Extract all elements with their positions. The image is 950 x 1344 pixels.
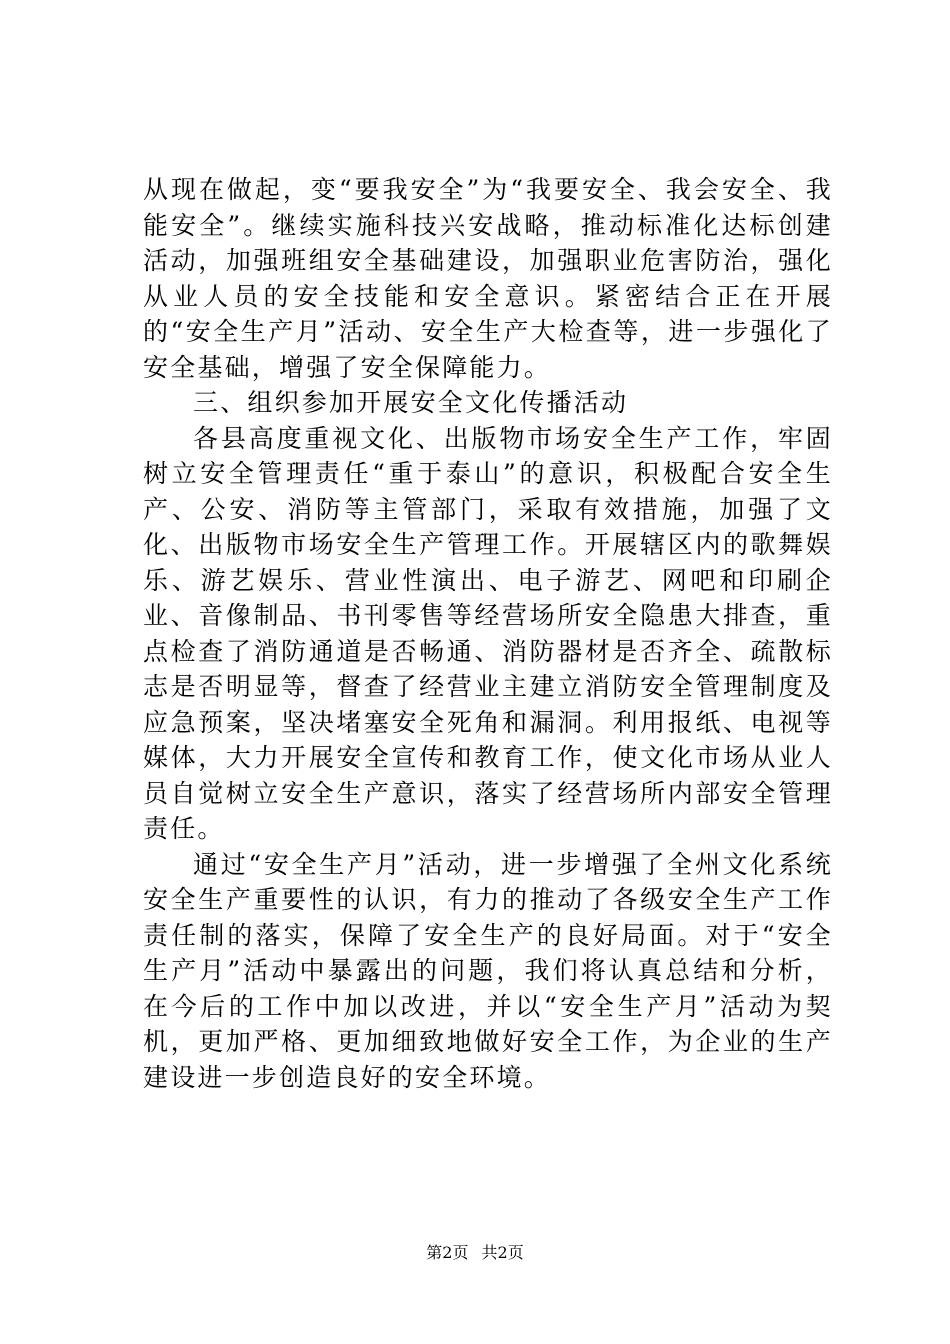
document-body xyxy=(143,172,833,1095)
section-heading: 三、组织参加开展安全文化传播活动 xyxy=(193,388,629,417)
page-total: 共2页 xyxy=(481,1243,524,1262)
page-number: 第2页 xyxy=(426,1243,469,1262)
paragraph-continued: 从现在做起，变“要我安全”为“我要安全、我会安全、我能安全”。继续实施科技兴安战略，推动标准化达标创建活动，加强班组安全基础建设，加强职业危害防治，强化从业人员的安全技能和安全意识。紧密结合正在开展的“安全生产月”活动、安全生产大检查等，进一步强化了安全基础，增强了安全保障能力。 xyxy=(143,175,833,382)
page-footer xyxy=(0,1243,950,1263)
paragraph: 各县高度重视文化、出版物市场安全生产工作，牢固树立安全管理责任“重于泰山”的意识，积极配合安全生产、公安、消防等主管部门，采取有效措施，加强了文化、出版物市场安全生产管理工作。开展辖区内的歌舞娱乐、游艺娱乐、营业性演出、电子游艺、网吧和印刷企业、音像制品、书刊零售等经营场所安全隐患大排查，重点检查了消防通道是否畅通、消防器材是否齐全、疏散标志是否明显等，督查了经营业主建立消防安全管理制度及应急预案，坚决堵塞安全死角和漏洞。利用报纸、电视等媒体，大力开展安全宣传和教育工作，使文化市场从业人员自觉树立安全生产意识，落实了经营场所内部安全管理责任。 xyxy=(143,423,833,843)
paragraph-conclusion: 通过“安全生产月”活动，进一步增强了全州文化系统安全生产重要性的认识，有力的推动了各级安全生产工作责任制的落实，保障了安全生产的良好局面。对于“安全生产月”活动中暴露出的问题，我们将认真总结和分析，在今后的工作中加以改进，并以“安全生产月”活动为契机，更加严格、更加细致地做好安全工作，为企业的生产建设进一步创造良好的安全环境。 xyxy=(143,849,833,1092)
